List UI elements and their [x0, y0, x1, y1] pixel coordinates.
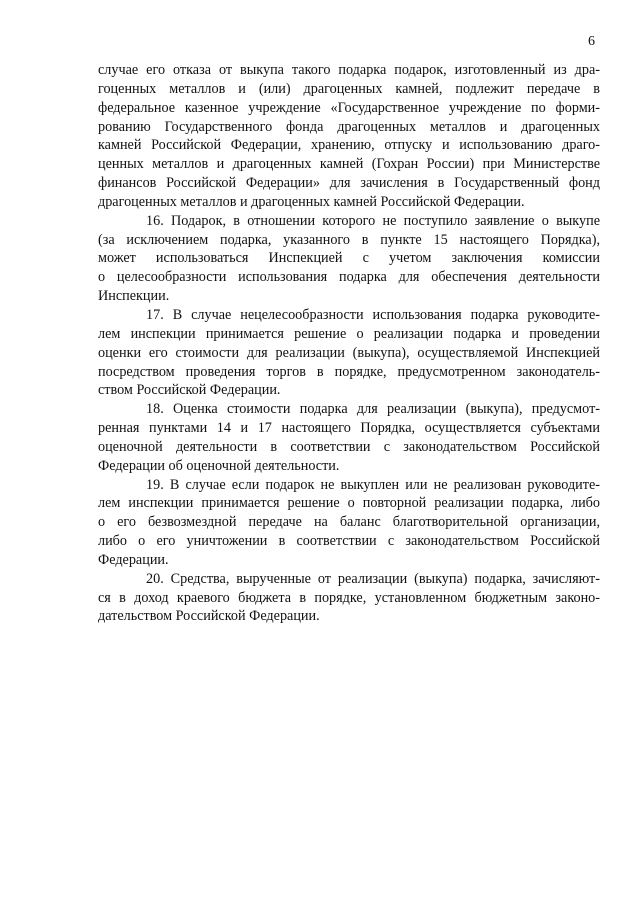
text-line: ся в доход краевого бюджета в порядке, установленном бюджетным законо- — [98, 589, 600, 606]
text-line: дательством Российской Федерации. — [98, 608, 320, 625]
text-line: случае его отказа от выкупа такого подарка подарок, изготовленный из дра- — [98, 62, 600, 78]
text-line: о его безвозмездной передаче на баланс благотворительной организации, — [98, 514, 600, 531]
text-line: финансов Российской Федерации» для зачисления в Государственный фонд — [98, 175, 600, 192]
text-line: (за исключением подарка, указанного в пункте 15 настоящего Порядка), — [98, 231, 600, 248]
text-line: 16. Подарок, в отношении которого не поступило заявление о выкупе — [146, 212, 600, 229]
text-line: 17. В случае нецелесообразности использования подарка руководите- — [146, 306, 600, 323]
text-line: может использоваться Инспекцией с учетом заключения комиссии — [98, 250, 600, 267]
text-line: рованию Государственного фонда драгоценных металлов и драгоценных — [98, 118, 600, 135]
text-line: посредством проведения торгов в порядке, предусмотренном законодатель- — [98, 363, 600, 380]
text-line: оценочной деятельности в соответствии с законодательством Российской — [98, 438, 600, 455]
document-body — [98, 61, 600, 626]
paragraph-item-18 — [98, 400, 600, 475]
paragraph-item-16 — [98, 212, 600, 306]
text-line: драгоценных металлов и драгоценных камней Российской Федерации. — [98, 193, 525, 210]
paragraph-item-17 — [98, 306, 600, 400]
paragraph-item-19 — [98, 476, 600, 570]
text-line: ством Российской Федерации. — [98, 382, 281, 399]
text-line: 20. Средства, вырученные от реализации (выкупа) подарка, зачисляют- — [146, 570, 600, 587]
text-line: лем инспекции принимается решение о реализации подарка и проведении — [98, 325, 600, 342]
text-line: Федерации об оценочной деятельности. — [98, 457, 340, 474]
text-line: либо о его уничтожении в соответствии с законодательством Российской — [98, 533, 600, 550]
text-line: Инспекции. — [98, 288, 170, 305]
text-line: оценки его стоимости для реализации (выкупа), осуществляемой Инспекцией — [98, 344, 600, 361]
text-line: лем инспекции принимается решение о повторной реализации подарка, либо — [98, 495, 600, 512]
paragraph-continuation — [98, 61, 600, 212]
page-number: 6 — [588, 34, 595, 49]
text-line: 19. В случае если подарок не выкуплен или не реализован руководите- — [146, 476, 600, 493]
text-line: федеральное казенное учреждение «Государственное учреждение по форми- — [98, 99, 600, 116]
text-line: 18. Оценка стоимости подарка для реализации (выкупа), предусмот- — [146, 401, 600, 418]
text-line: Федерации. — [98, 551, 169, 568]
text-line: ренная пунктами 14 и 17 настоящего Порядка, осуществляется субъектами — [98, 420, 600, 437]
text-line: о целесообразности использования подарка для обеспечения деятельности — [98, 269, 600, 286]
text-line: ценных металлов и драгоценных камней (Гохран России) при Министерстве — [98, 156, 600, 173]
text-line: камней Российской Федерации, хранению, отпуску и использованию драго- — [98, 137, 600, 154]
paragraph-item-20 — [98, 570, 600, 627]
text-line: гоценных металлов и (или) драгоценных камней, подлежит передаче в — [98, 80, 600, 97]
